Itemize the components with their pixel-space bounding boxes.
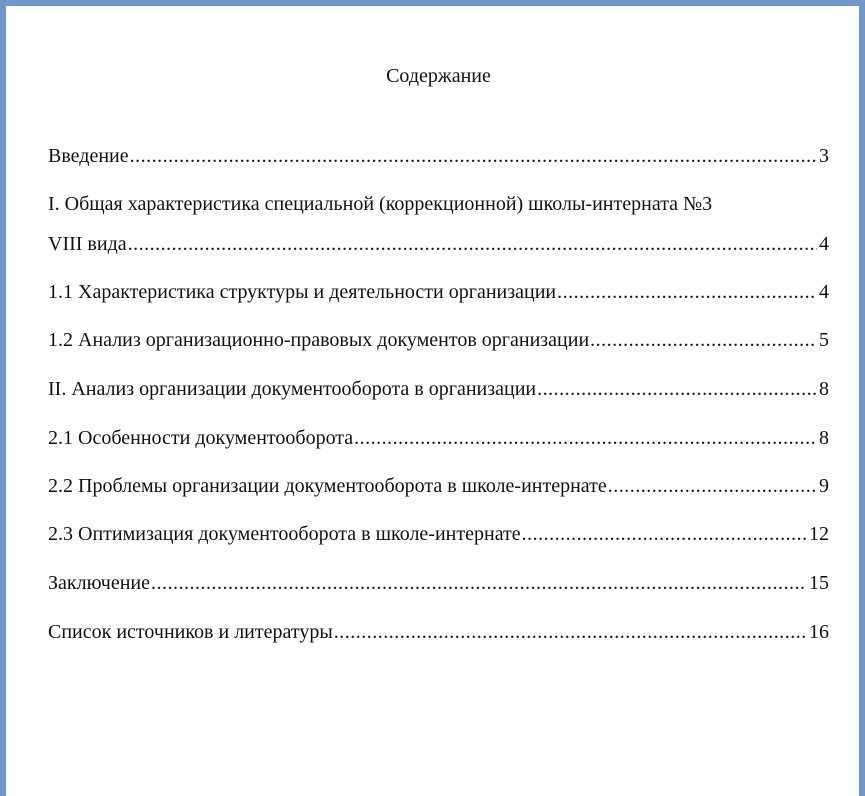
toc-entry-text: Список источников и литературы (48, 621, 333, 643)
toc-page-number: 16 (809, 621, 829, 643)
toc-entry-conclusion[interactable] (48, 571, 829, 595)
toc-leader-dots (334, 620, 807, 644)
toc-leader-dots (608, 474, 817, 498)
toc-entry-text: I. Общая характеристика специальной (коррекционной) школы-интерната №3 (48, 193, 713, 215)
toc-leader-dots (537, 377, 817, 401)
toc-entry-text: 2.2 Проблемы организации документооборота в школе-интернате (48, 475, 607, 497)
toc-leader-dots (354, 426, 817, 450)
toc-entry-1-1[interactable] (48, 280, 829, 304)
toc-entry-text: II. Анализ организации документооборота в организации (48, 378, 537, 400)
toc-page-number: 12 (809, 523, 829, 545)
toc-entry-introduction[interactable] (48, 144, 829, 168)
toc-entry-text: 1.2 Анализ организационно-правовых документов организации (48, 329, 590, 351)
toc-leader-dots (590, 328, 817, 352)
toc-page-number: 8 (819, 378, 829, 400)
toc-leader-dots (522, 522, 807, 546)
toc-leader-dots (151, 571, 807, 595)
toc-entry-text-continuation: VIII вида (48, 233, 127, 255)
toc-page-number: 4 (819, 281, 829, 303)
toc-entry-2-3[interactable] (48, 522, 829, 546)
toc-entry-1-2[interactable] (48, 328, 829, 352)
toc-entry-chapter-2[interactable] (48, 377, 829, 401)
toc-leader-dots (128, 232, 817, 256)
page-title: Содержание (386, 65, 491, 87)
toc-page-number: 15 (809, 572, 829, 594)
toc-entry-text: 1.1 Характеристика структуры и деятельности организации (48, 281, 557, 303)
toc-leader-dots (130, 144, 817, 168)
toc-entry-text: 2.3 Оптимизация документооборота в школе-интернате (48, 523, 521, 545)
toc-entry-text: Введение (48, 145, 129, 167)
toc-page-number: 8 (819, 427, 829, 449)
toc-entry-text: 2.1 Особенности документооборота (48, 427, 354, 449)
toc-leader-dots (557, 280, 817, 304)
toc-page-number: 9 (819, 475, 829, 497)
toc-page-number: 4 (819, 233, 829, 255)
toc-entry-references[interactable] (48, 620, 829, 644)
toc-page-number: 5 (819, 329, 829, 351)
toc-entry-text: Заключение (48, 572, 150, 594)
toc-entry-2-2[interactable] (48, 474, 829, 498)
toc-entry-chapter-1[interactable] (48, 192, 829, 216)
toc-entry-chapter-1-continuation[interactable] (48, 232, 829, 256)
toc-entry-2-1[interactable] (48, 426, 829, 450)
toc-page-number: 3 (819, 145, 829, 167)
